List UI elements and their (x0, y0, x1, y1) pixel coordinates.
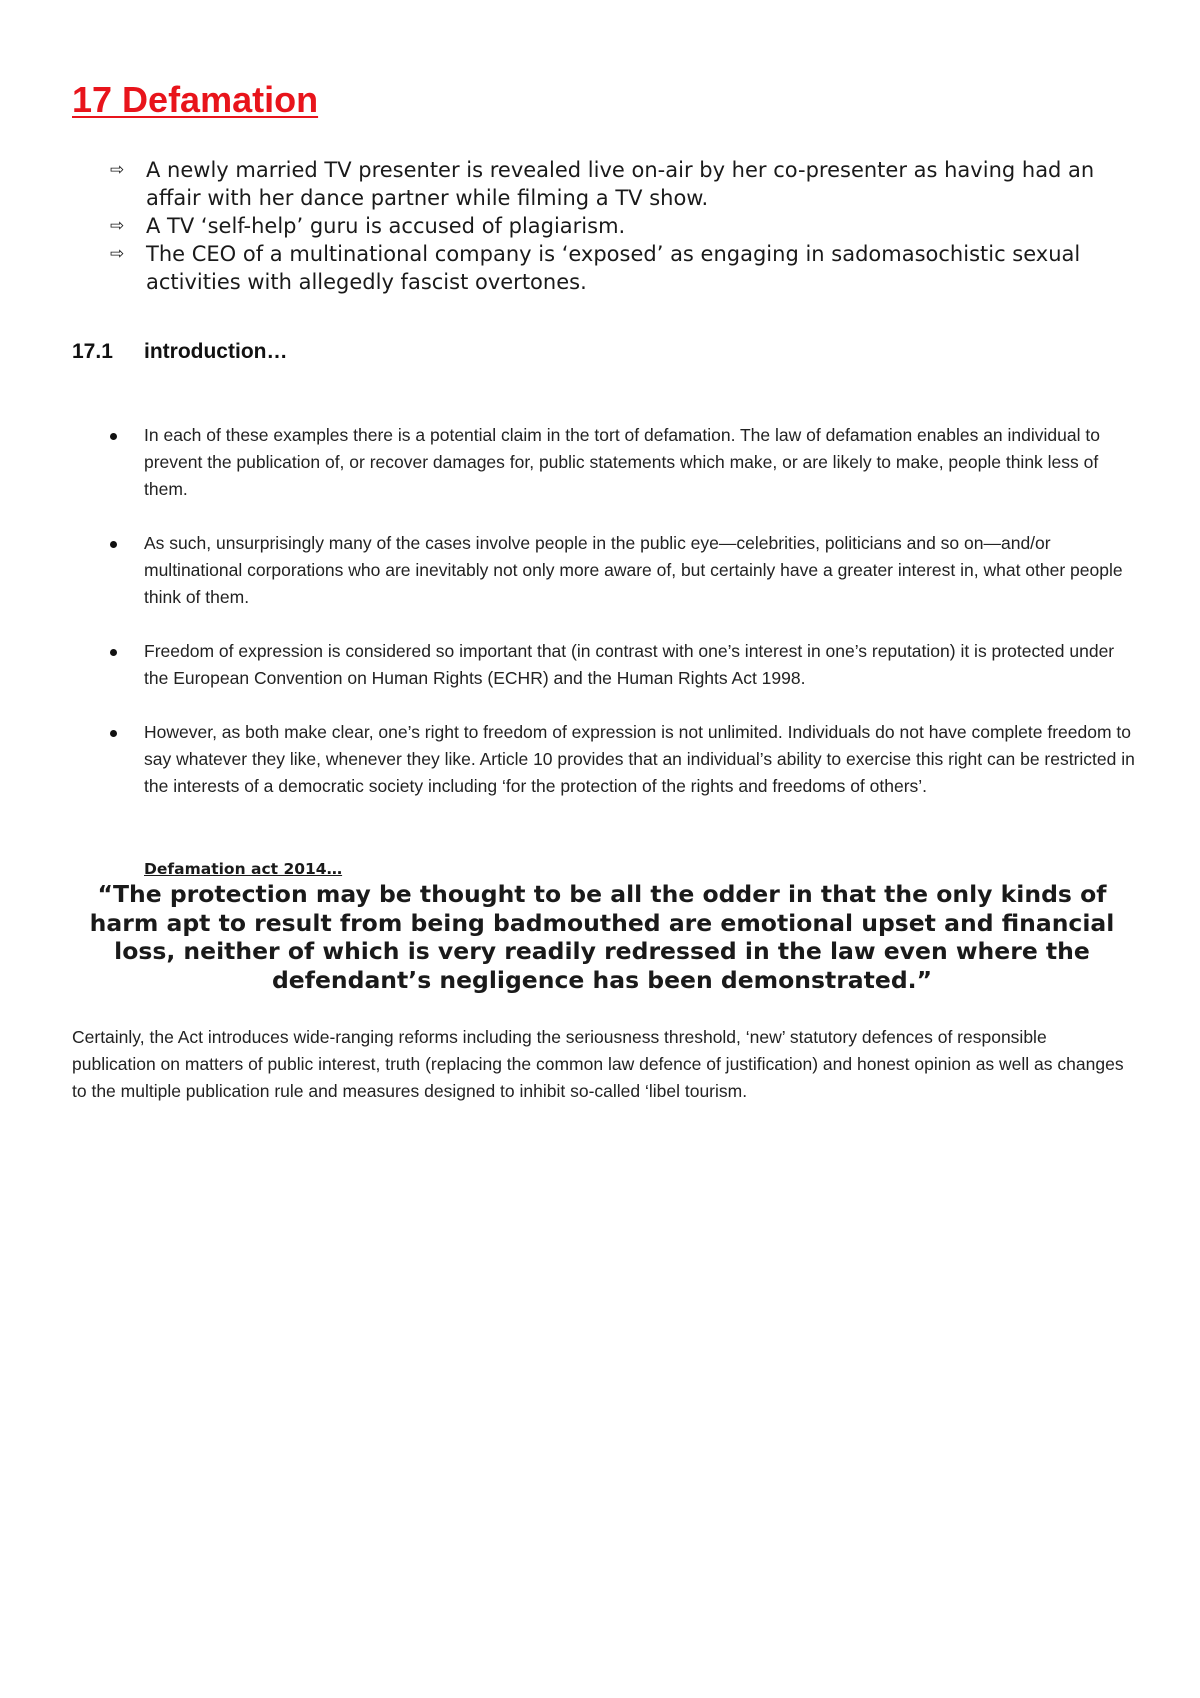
block-quote: “The protection may be thought to be all the odder in that the only kinds of harm apt to result from being badmouthed are emotional upset and financial loss, neither of which is very readily redressed in the law even where the defendant’s negligence has been demonstrated.” (89, 880, 1115, 994)
point-text: However, as both make clear, one’s right to freedom of expression is not unlimited. Individuals do not have complete freedom to say whatever they like, whenever they like. Article 10 provides that an individual’s ability to exercise this right can be restricted in the interests of a democratic society including ‘for the protection of the rights and freedoms of others’. (144, 722, 1135, 796)
sub-heading: Defamation act 2014… (144, 860, 343, 878)
arrow-right-icon: ⇨ (110, 216, 125, 236)
point-text: Freedom of expression is considered so important that (in contrast with one’s interest in one’s reputation) it is protected under the European Convention on Human Rights (ECHR) and the Human Rights Act 1998. (144, 641, 1115, 688)
scenario-text: A newly married TV presenter is revealed live on-air by her co-presenter as having had an affair with her dance partner while filming a TV show. (146, 158, 1095, 210)
bullet-icon (110, 730, 117, 737)
arrow-right-icon: ⇨ (110, 160, 125, 180)
arrow-right-icon: ⇨ (110, 244, 125, 264)
closing-paragraph: Certainly, the Act introduces wide-ranging reforms including the seriousness threshold, ‘new’ statutory defences of responsible publication on matters of public interest, truth (replacing the common law defence of justification) and honest opinion as well as changes to the multiple publication rule and measures designed to inhibit so-called ‘libel tourism. (72, 1027, 1124, 1101)
list-item (110, 156, 1110, 212)
list-item (110, 422, 1140, 503)
section-title: introduction… (144, 340, 288, 363)
list-item (110, 638, 1140, 692)
list-item (110, 719, 1140, 800)
list-item (110, 530, 1140, 611)
bullet-icon (110, 541, 117, 548)
page-title: 17 Defamation (72, 79, 319, 120)
bullet-icon (110, 433, 117, 440)
scenario-text: A TV ‘self-help’ guru is accused of plagiarism. (146, 214, 626, 238)
points-list (110, 422, 1140, 827)
scenario-list (110, 156, 1110, 296)
list-item (110, 240, 1110, 296)
point-text: In each of these examples there is a potential claim in the tort of defamation. The law of defamation enables an individual to prevent the publication of, or recover damages for, public statements which make, or are likely to make, people think less of them. (144, 425, 1100, 499)
list-item (110, 212, 1110, 240)
scenario-text: The CEO of a multinational company is ‘exposed’ as engaging in sadomasochistic sexual activities with allegedly fascist overtones. (146, 242, 1081, 294)
bullet-icon (110, 649, 117, 656)
point-text: As such, unsurprisingly many of the cases involve people in the public eye—celebrities, politicians and so on—and/or multinational corporations who are inevitably not only more aware of, but certainly have a greater interest in, what other people think of them. (144, 533, 1123, 607)
section-heading (72, 338, 287, 366)
section-number: 17.1 (72, 340, 113, 363)
